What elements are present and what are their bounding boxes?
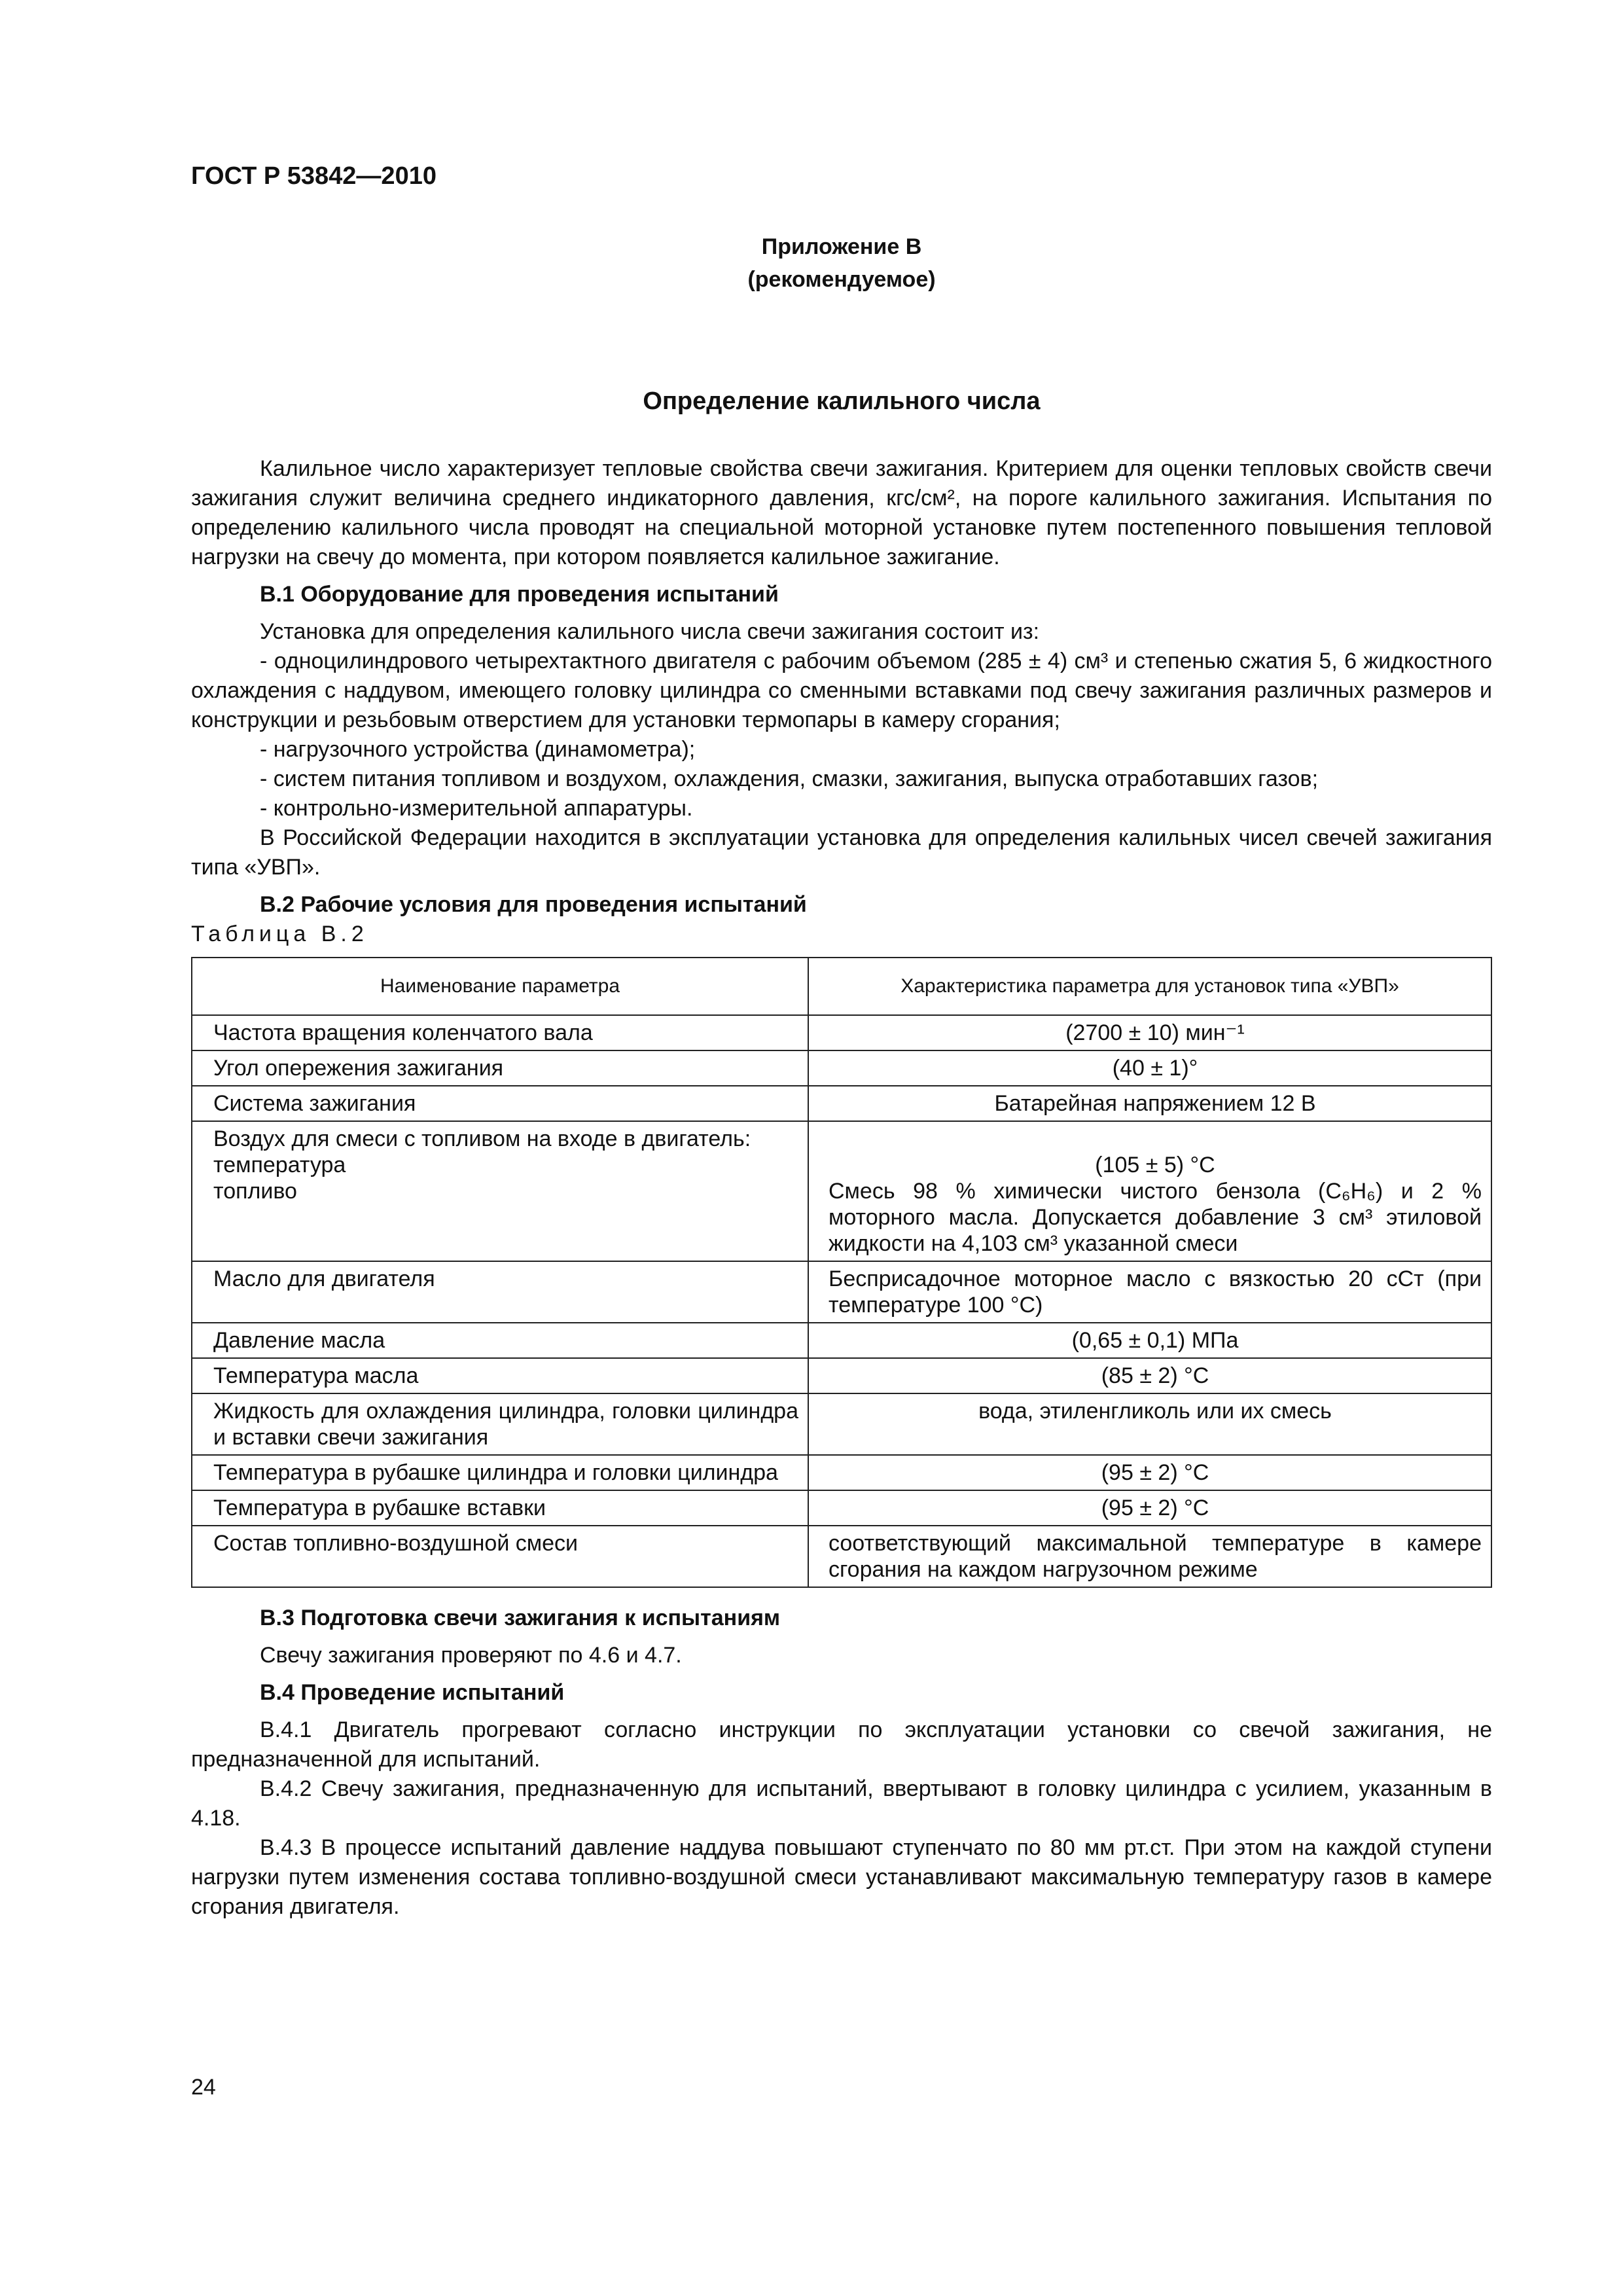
b4-heading: В.4 Проведение испытаний <box>260 1680 565 1705</box>
table-row <box>192 1050 1491 1086</box>
param-value: (0,65 ± 0,1) МПа <box>808 1323 1491 1358</box>
table-row <box>192 1358 1491 1393</box>
intro-paragraph: Калильное число характеризует тепловые свойства свечи зажигания. Критерием для оценки тепловых свойств свечи зажигания служит величина среднего индикаторного давления, кгс/см², на пороге калильного зажигания. Испытания по определению калильного числа проводят на специальной моторной установке путем постепенного повышения тепловой нагрузки на свечу до момента, при котором появляется калильное зажигание. <box>191 456 1492 569</box>
annex-heading <box>191 230 1492 296</box>
table-row <box>192 1015 1491 1050</box>
b1-note: В Российской Федерации находится в эксплуатации установка для определения калильных чисел свечей зажигания типа «УВП». <box>191 825 1492 880</box>
b4-item: В.4.3 В процессе испытаний давление наддува повышают ступенчато по 80 мм рт.ст. При этом на каждой ступени нагрузки путем изменения состава топливно-воздушной смеси устанавливают максимальную температуру газов в камере сгорания двигателя. <box>191 1835 1492 1919</box>
doc-code: ГОСТ Р 53842—2010 <box>191 162 437 190</box>
param-name: Угол опережения зажигания <box>192 1050 808 1086</box>
param-value <box>808 1121 1491 1261</box>
param-name: Температура в рубашке цилиндра и головки цилиндра <box>192 1455 808 1490</box>
table-row <box>192 1455 1491 1490</box>
b3-text: Свечу зажигания проверяют по 4.6 и 4.7. <box>260 1643 682 1668</box>
param-value: (95 ± 2) °С <box>808 1455 1491 1490</box>
param-value: Батарейная напряжением 12 В <box>808 1086 1491 1121</box>
b1-item: - контрольно-измерительной аппаратуры. <box>260 796 693 821</box>
table-row <box>192 1323 1491 1358</box>
param-value: соответствующий максимальной температуре в камере сгорания на каждом нагрузочном режиме <box>808 1526 1491 1587</box>
column-header-value: Характеристика параметра для установок типа «УВП» <box>808 958 1491 1015</box>
table-row <box>192 1393 1491 1455</box>
param-name-line: Воздух для смеси с топливом на входе в двигатель: <box>213 1126 751 1151</box>
section-title: Определение калильного числа <box>643 387 1041 415</box>
param-name: Давление масла <box>192 1323 808 1358</box>
param-name <box>192 1121 808 1261</box>
document-body <box>191 454 1492 1922</box>
param-name: Жидкость для охлаждения цилиндра, головки цилиндра и вставки свечи зажигания <box>192 1393 808 1455</box>
b1-heading: В.1 Оборудование для проведения испытаний <box>260 582 779 607</box>
b1-item: - систем питания топливом и воздухом, охлаждения, смазки, зажигания, выпуска отработавших газов; <box>260 766 1319 791</box>
param-value-line <box>829 1126 1482 1152</box>
param-value-line: Смесь 98 % химически чистого бензола (C₆H₆) и 2 % моторного масла. Допускается добавление 3 см³ этиловой жидкости на 4,103 см³ указанной смеси <box>829 1179 1482 1256</box>
annex-title: Приложение В <box>761 234 922 259</box>
param-name: Температура масла <box>192 1358 808 1393</box>
parameters-table <box>191 957 1492 1588</box>
param-name: Масло для двигателя <box>192 1261 808 1323</box>
table-row <box>192 1121 1491 1261</box>
b1-item: - одноцилиндрового четырехтактного двигателя с рабочим объемом (285 ± 4) см³ и степенью сжатия 5, 6 жидкостного охлаждения с наддувом, имеющего головку цилиндра со сменными вставками под свечу зажигания различных размеров и конструкции и резьбовым отверстием для установки термопары в камеру сгорания; <box>191 649 1492 732</box>
param-name: Система зажигания <box>192 1086 808 1121</box>
table-row <box>192 1261 1491 1323</box>
b2-heading: В.2 Рабочие условия для проведения испытаний <box>260 892 807 917</box>
param-name-line: температура <box>213 1153 346 1177</box>
b4-item: В.4.2 Свечу зажигания, предназначенную для испытаний, ввертывают в головку цилиндра с усилием, указанным в 4.18. <box>191 1776 1492 1831</box>
column-header-name: Наименование параметра <box>192 958 808 1015</box>
table-row <box>192 1086 1491 1121</box>
param-value: вода, этиленгликоль или их смесь <box>808 1393 1491 1455</box>
b4-item: В.4.1 Двигатель прогревают согласно инструкции по эксплуатации установки со свечой зажигания, не предназначенной для испытаний. <box>191 1717 1492 1772</box>
param-value: (40 ± 1)° <box>808 1050 1491 1086</box>
param-name: Состав топливно-воздушной смеси <box>192 1526 808 1587</box>
table-row <box>192 1490 1491 1526</box>
table-caption: Таблица В.2 <box>191 922 368 946</box>
b1-lead: Установка для определения калильного числа свечи зажигания состоит из: <box>260 619 1040 644</box>
param-value: (95 ± 2) °С <box>808 1490 1491 1526</box>
b3-heading: В.3 Подготовка свечи зажигания к испытаниям <box>260 1605 781 1630</box>
table-row <box>192 1526 1491 1587</box>
param-name: Частота вращения коленчатого вала <box>192 1015 808 1050</box>
page-number: 24 <box>191 2075 216 2100</box>
param-value-line: (105 ± 5) °С <box>1095 1153 1215 1177</box>
param-value: (85 ± 2) °С <box>808 1358 1491 1393</box>
param-value: Бесприсадочное моторное масло с вязкостью 20 сСт (при температуре 100 °С) <box>808 1261 1491 1323</box>
param-name-line: топливо <box>213 1179 297 1204</box>
annex-status: (рекомендуемое) <box>747 267 936 292</box>
param-name: Температура в рубашке вставки <box>192 1490 808 1526</box>
table-header-row <box>192 958 1491 1015</box>
b1-item: - нагрузочного устройства (динамометра); <box>260 737 696 762</box>
param-value: (2700 ± 10) мин⁻¹ <box>808 1015 1491 1050</box>
